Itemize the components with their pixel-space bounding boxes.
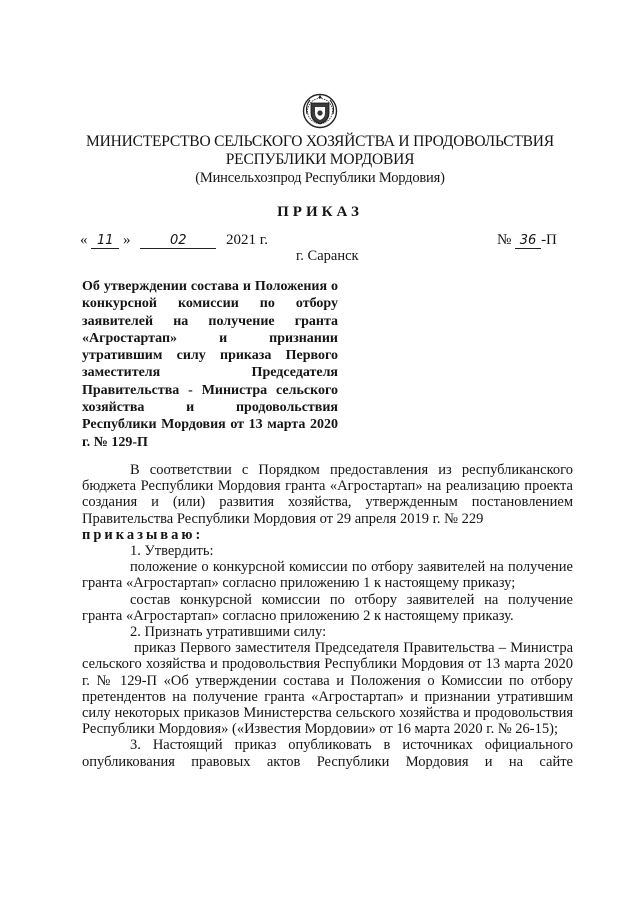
- date-day: 11: [91, 233, 119, 249]
- date-open-quote: «: [80, 232, 88, 248]
- item-3: 3. Настоящий приказ опубликовать в источниках официального опубликования правовых актов Республики Мордовия и на сайте: [82, 737, 573, 770]
- coat-of-arms-emblem: [302, 92, 338, 130]
- document-subject: Об утверждении состава и Положения о конкурсной комиссии по отбору заявителей на получение гранта «Агростартап» и признании утратившим силу приказа Первого заместителя Председателя Правительства - Министра сельского хозяйства и продовольствия Республики Мордовия от 13 марта 2020 г. № 129-П: [82, 279, 338, 450]
- item-1: 1. Утвердить:: [130, 543, 214, 560]
- document-city: г. Саранск: [296, 248, 359, 264]
- ministry-name-line2: РЕСПУБЛИКИ МОРДОВИЯ: [225, 151, 415, 168]
- date-month: 02: [140, 233, 216, 249]
- ministry-name-line1: МИНИСТЕРСТВО СЕЛЬСКОГО ХОЗЯЙСТВА И ПРОДОВОЛЬСТВИЯ: [86, 133, 554, 150]
- document-number: [497, 232, 557, 249]
- order-word: приказываю:: [82, 526, 204, 543]
- item-2-a: приказ Первого заместителя Председателя Правительства – Министра сельского хозяйства и продовольствия Республики Мордовия от 13 марта 2020 г. № 129-П «Об утверждении состава и Положения о Комиссии по отбору претендентов на получение гранта «Агростартап» и признании утратившим силу некоторых приказов Министерства сельского хозяйства и продовольствия Республики Мордовия» («Известия Мордовии» от 16 марта 2020 г. № 26-15);: [82, 640, 573, 738]
- document-date: [80, 232, 268, 249]
- number-prefix: №: [497, 232, 512, 248]
- body-intro: В соответствии с Порядком предоставления из республиканского бюджета Республики Мордовия гранта «Агростартап» на реализацию проекта создания и (или) развития хозяйства, утвержденным постановлением Правительства Республики Мордовия от 29 апреля 2019 г. № 229: [82, 462, 573, 527]
- item-1-b: состав конкурсной комиссии по отбору заявителей на получение гранта «Агростартап» согласно приложению 2 к настоящему приказу.: [82, 591, 573, 624]
- number-suffix: -П: [541, 232, 557, 248]
- item-1-a: положение о конкурсной комиссии по отбору заявителей на получение гранта «Агростартап» согласно приложению 1 к настоящему приказу;: [82, 559, 573, 592]
- date-year: 2021 г.: [226, 232, 268, 248]
- number-value: 36: [515, 233, 541, 249]
- document-body: [82, 462, 573, 770]
- ministry-short-name: (Минсельхозпрод Республики Мордовия): [195, 170, 445, 186]
- date-close-quote: »: [123, 232, 131, 248]
- document-title: ПРИКАЗ: [277, 204, 363, 220]
- item-2: 2. Признать утратившими силу:: [130, 624, 327, 641]
